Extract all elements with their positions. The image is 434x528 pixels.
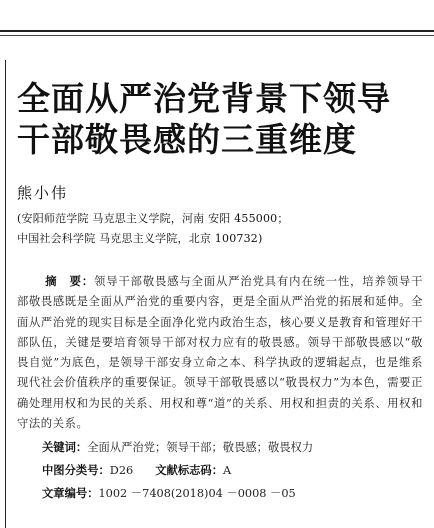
keywords-value: 全面从严治党；领导干部；敬畏感；敬畏权力 xyxy=(87,441,314,454)
header-rule-thick xyxy=(0,30,434,32)
article-number-label: 文章编号： xyxy=(42,487,99,500)
classification-line xyxy=(42,462,231,480)
author-name: 熊小伟 xyxy=(17,184,69,202)
clc-label: 中图分类号： xyxy=(42,464,110,477)
article-number-value: 1002 －7408(2018)04 －0008 －05 xyxy=(98,487,296,500)
doc-code-value: A xyxy=(223,464,232,477)
left-margin-rule xyxy=(5,60,6,528)
abstract-text: 领导干部敬畏感与全面从严治党具有内在统一性，培养领导干部敬畏感既是全面从严治党的重要内容，更是全面从严治党的拓展和延伸。全面从严治党的现实目标是全面净化党内政治生态，核心要义是教育和管理好干部队伍，关键是要培育领导干部对权力应有的敬畏感。领导干部敬畏感以“敬畏自觉”为底色，是领导干部安身立命之本、科学执政的逻辑起点，也是维系现代社会价值秩序的重要保证。领导干部敬畏感以“敬畏权力”为本色，需要正确处理用权和为民的关系、用权和尊“道”的关系、用权和担责的关系、用权和守法的关系。 xyxy=(17,275,424,431)
affiliation-line-1: (安阳师范学院 马克思主义学院，河南 安阳 455000； xyxy=(17,212,289,225)
abstract-paragraph xyxy=(17,272,423,434)
article-number-line xyxy=(42,485,296,503)
keywords-line xyxy=(42,439,313,457)
article-title-line-2: 干部敬畏感的三重维度 xyxy=(17,120,357,159)
article-title-line-1: 全面从严治党背景下领导 xyxy=(17,79,391,118)
clc-value: D26 xyxy=(109,464,134,477)
header-rule-thin xyxy=(0,35,434,36)
keywords-label: 关键词： xyxy=(42,441,88,454)
abstract-label: 摘 要： xyxy=(45,275,95,288)
affiliation-line-2: 中国社会科学院 马克思主义学院，北京 100732) xyxy=(17,232,263,245)
doc-code-label: 文献标志码： xyxy=(155,464,224,477)
